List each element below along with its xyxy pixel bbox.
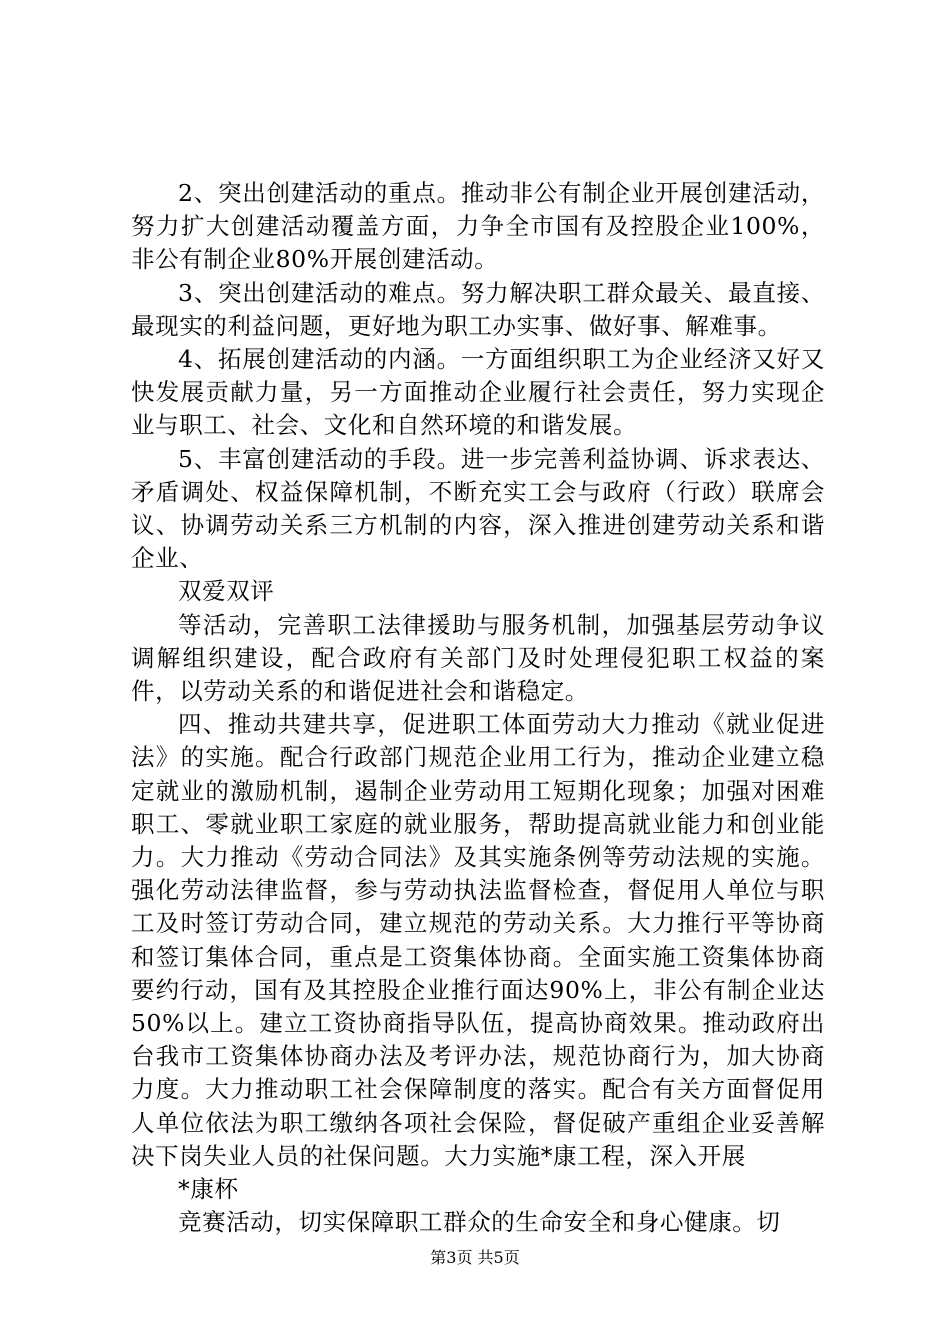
- paragraph-1: 2、突出创建活动的重点。推动非公有制企业开展创建活动，努力扩大创建活动覆盖方面，力争全市国有及控股企业100%，非公有制企业80%开展创建活动。: [131, 179, 825, 274]
- paragraph-9: 竞赛活动，切实保障职工群众的生命安全和身心健康。切: [178, 1208, 781, 1237]
- paragraph-2: 3、突出创建活动的难点。努力解决职工群众最关、最直接、最现实的利益问题，更好地为职工办实事、做好事、解难事。: [131, 278, 825, 340]
- paragraph-7: 四、推动共建共享，促进职工体面劳动大力推动《就业促进法》的实施。配合行政部门规范企业用工行为，推动企业建立稳定就业的激励机制，遏制企业劳动用工短期化现象；加强对困难职工、零就业职工家庭的就业服务，帮助提高就业能力和创业能力。大力推动《劳动合同法》及其实施条例等劳动法规的实施。强化劳动法律监督，参与劳动执法监督检查，督促用人单位与职工及时签订劳动合同，建立规范的劳动关系。大力推行平等协商和签订集体合同，重点是工资集体协商。全面实施工资集体协商要约行动，国有及其控股企业推行面达90%上，非公有制企业达50%以上。建立工资协商指导队伍，提高协商效果。推动政府出台我市工资集体协商办法及考评办法，规范协商行为，加大协商力度。大力推动职工社会保障制度的落实。配合有关方面督促用人单位依法为职工缴纳各项社会保险，督促破产重组企业妥善解决下岗失业人员的社保问题。大力实施*康工程，深入开展: [131, 710, 825, 1170]
- paragraph-6: 等活动，完善职工法律援助与服务机制，加强基层劳动争议调解组织建设，配合政府有关部门及时处理侵犯职工权益的案件，以劳动关系的和谐促进社会和谐稳定。: [131, 610, 825, 706]
- paragraph-8: *康杯: [178, 1175, 239, 1204]
- paragraph-5: 双爱双评: [178, 577, 275, 606]
- page-number-footer: 第3页 共5页: [430, 1248, 520, 1267]
- paragraph-3: 4、拓展创建活动的内涵。一方面组织职工为企业经济又好又快发展贡献力量，另一方面推动企业履行社会责任，努力实现企业与职工、社会、文化和自然环境的和谐发展。: [131, 345, 825, 440]
- document-body: [131, 177, 825, 1240]
- paragraph-4: 5、丰富创建活动的手段。进一步完善利益协调、诉求表达、矛盾调处、权益保障机制，不断充实工会与政府（行政）联席会议、协调劳动关系三方机制的内容，深入推进创建劳动关系和谐企业、: [131, 444, 825, 573]
